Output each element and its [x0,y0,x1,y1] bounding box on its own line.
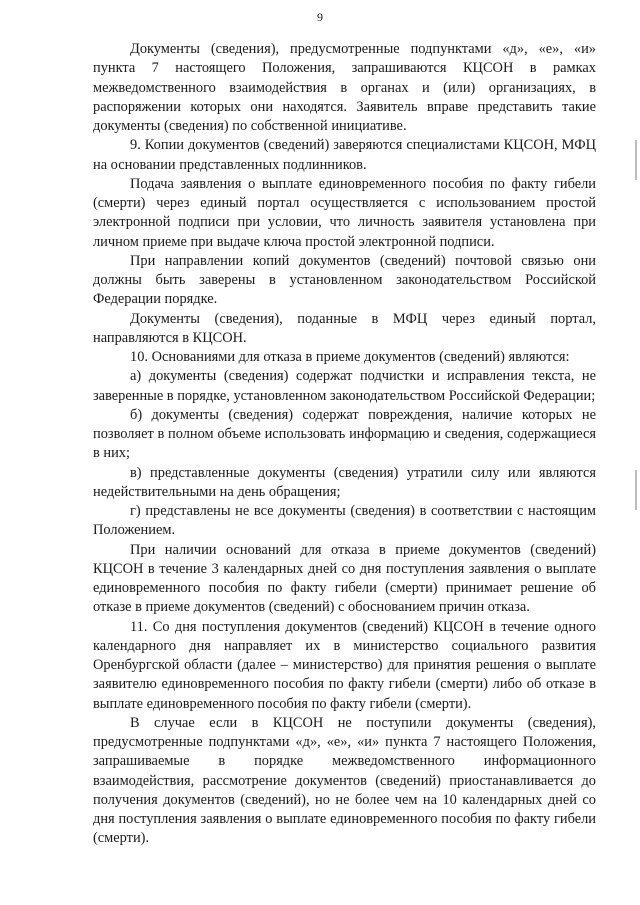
paragraph-subitem-v: в) представленные документы (сведения) утратили силу или являются недействительными на день обращения; [93,464,596,500]
paragraph-item-9: 9. Копии документов (сведений) заверяются специалистами КЦСОН, МФЦ на основании представленных подлинников. [93,137,596,173]
paragraph-postal-copies: При направлении копий документов (сведений) почтовой связью они должны быть заверены в установленном законодательством Российской Федерации порядке. [93,252,596,308]
paragraph-suspension: В случае если в КЦСОН не поступили документы (сведения), предусмотренные подпунктами «д», «е», «и» пункта 7 настоящего Положения, запрашиваемые в порядке межведомственного информационного взаимодействия, рассмотрение документов (сведений) приостанавливается до получения документов (сведений), но не более чем на 10 календарных дней со дня поступления заявления о выплате единовременного пособия по факту гибели (смерти). [93,714,596,847]
paragraph-mfc-documents: Документы (сведения), поданные в МФЦ через единый портал, направляются в КЦСОН. [93,310,596,346]
paragraph-item-11: 11. Со дня поступления документов (сведений) КЦСОН в течение одного календарного дня направляет их в министерство социального развития Оренбургской области (далее – министерство) для принятия решения о выплате заявителю единовременного пособия по факту гибели (смерти) либо об отказе в выплате единовременного пособия по факту гибели (смерти). [93,618,596,712]
scan-edge-mark [635,470,637,510]
paragraph-electronic-signature: Подача заявления о выплате единовременного пособия по факту гибели (смерти) через единый портал осуществляется с использованием простой электронной подписи при условии, что личность заявителя установлена при личном приеме при выдаче ключа простой электронной подписи. [93,175,596,250]
scan-edge-mark [635,140,637,180]
paragraph-subitem-b: б) документы (сведения) содержат повреждения, наличие которых не позволяет в полном объеме использовать информацию и сведения, содержащиеся в них; [93,406,596,462]
page-number: 9 [317,10,323,24]
paragraph-item-10: 10. Основаниями для отказа в приеме документов (сведений) являются: [130,349,570,365]
paragraph-subitem-a: а) документы (сведения) содержат подчистки и исправления текста, не заверенные в порядке, установленном законодательством Российской Федерации; [93,368,596,404]
body-text [93,40,596,849]
paragraph-refusal-decision: При наличии оснований для отказа в приеме документов (сведений) КЦСОН в течение 3 календарных дней со дня поступления заявления о выплате единовременного пособия по факту гибели (смерти) принимает решение об отказе в приеме документов (сведений) с обоснованием причин отказа. [93,541,596,616]
paragraph-subitem-g: г) представлены не все документы (сведения) в соответствии с настоящим Положением. [93,503,596,539]
paragraph-documents-requested: Документы (сведения), предусмотренные подпунктами «д», «е», «и» пункта 7 настоящего Положения, запрашиваются КЦСОН в рамках межведомственного взаимодействия в органах и (или) организациях, в распоряжении которых они находятся. Заявитель вправе представить такие документы (сведения) по собственной инициативе. [93,41,596,134]
